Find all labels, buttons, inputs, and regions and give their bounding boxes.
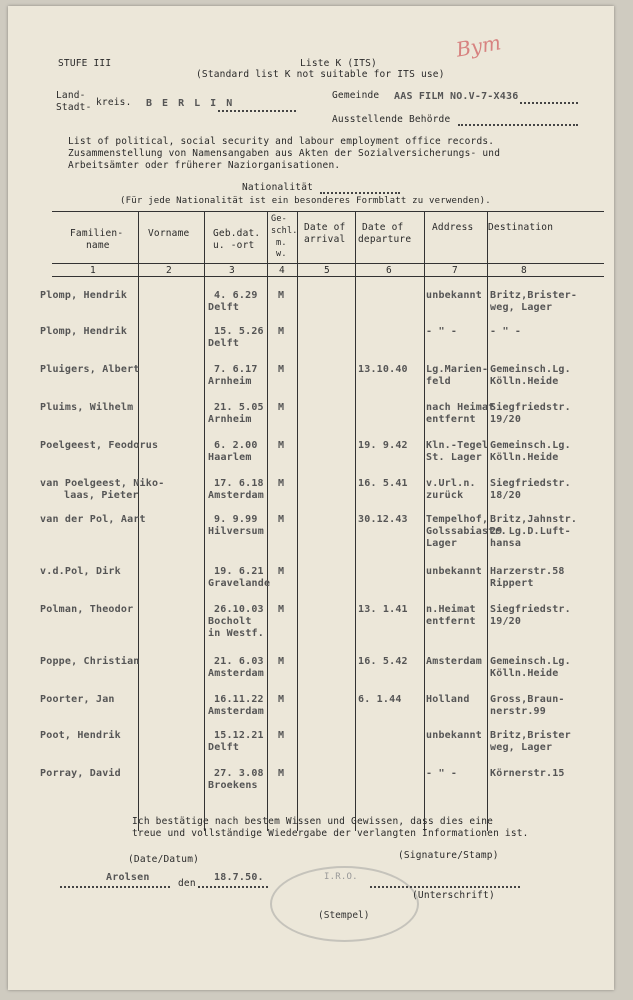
nationality-dots <box>320 192 400 194</box>
row-birth-date: 16.11.22 <box>214 694 264 705</box>
table-header-border <box>52 263 604 264</box>
row-destination: Körnerstr.15 <box>490 768 565 779</box>
col-header-6b: departure <box>358 234 412 245</box>
row-family-name-cont: laas, Pieter <box>64 490 139 501</box>
col-header-4c: m. <box>276 238 287 248</box>
row-address-cont: Golssabiastr. <box>426 526 507 537</box>
signature-label: (Signature/Stamp) <box>398 850 499 861</box>
row-sex: M <box>278 364 285 375</box>
row-family-name: Plomp, Hendrik <box>40 290 128 301</box>
col-divider-4 <box>297 211 298 831</box>
stadt-label: Stadt- <box>56 102 92 113</box>
stamp-text: I.R.O. <box>324 872 358 882</box>
row-address: Amsterdam <box>426 656 482 667</box>
nationality-label: Nationalität <box>242 182 314 193</box>
row-destination: Gemeinsch.Lg. <box>490 364 571 375</box>
row-departure: 13. 1.41 <box>358 604 408 615</box>
row-destination-cont: nerstr.99 <box>490 706 546 717</box>
row-family-name: Pluigers, Albert <box>40 364 140 375</box>
row-family-name: van der Pol, Aart <box>40 514 146 525</box>
row-birth-date: 15. 5.26 <box>214 326 264 337</box>
row-destination: Gross,Braun- <box>490 694 565 705</box>
kreis-value: B E R L I N <box>146 98 235 109</box>
place-dots <box>60 886 170 888</box>
row-destination-cont: Rippert <box>490 578 534 589</box>
row-address-cont: St. Lager <box>426 452 482 463</box>
row-sex: M <box>278 326 285 337</box>
col-header-5b: arrival <box>304 234 346 245</box>
row-destination: - " - <box>490 326 522 337</box>
row-family-name: Poot, Hendrik <box>40 730 121 741</box>
row-birth-place: Amsterdam <box>208 706 264 717</box>
row-sex: M <box>278 604 285 615</box>
row-address-cont: entfernt <box>426 616 476 627</box>
row-destination-cont: weg, Lager <box>490 302 553 313</box>
col-num-3: 3 <box>229 265 235 276</box>
behoerde-dots <box>458 124 578 126</box>
table-number-border <box>52 276 604 277</box>
row-birth-date: 6. 2.00 <box>214 440 258 451</box>
date-dots <box>198 886 268 888</box>
col-num-5: 5 <box>324 265 330 276</box>
land-label: Land- <box>56 90 86 101</box>
row-family-name: van Poelgeest, Niko- <box>40 478 165 489</box>
date-value: 18.7.50. <box>214 872 264 883</box>
row-family-name: Porray, David <box>40 768 121 779</box>
row-address: Holland <box>426 694 470 705</box>
row-address: - " - <box>426 768 458 779</box>
confirm-line-2: treue und vollständige Wiedergabe der verlangten Informationen ist. <box>132 828 529 839</box>
row-family-name: Plomp, Hendrik <box>40 326 128 337</box>
gemeinde-label: Gemeinde <box>332 90 380 101</box>
col-header-1: Familien- <box>70 228 124 239</box>
unterschrift-label: (Unterschrift) <box>412 890 495 901</box>
row-family-name: Poorter, Jan <box>40 694 115 705</box>
row-address: nach Heimat <box>426 402 495 413</box>
row-birth-date: 19. 6.21 <box>214 566 264 577</box>
row-sex: M <box>278 402 285 413</box>
intro-line-3: Arbeitsämter oder früherer Naziorganisationen. <box>68 160 341 171</box>
row-departure: 16. 5.42 <box>358 656 408 667</box>
row-sex: M <box>278 440 285 451</box>
table-top-border <box>52 211 604 212</box>
kreis-dots <box>218 110 296 112</box>
col-header-1b: name <box>86 240 110 251</box>
row-family-name: v.d.Pol, Dirk <box>40 566 121 577</box>
row-family-name: Polman, Theodor <box>40 604 134 615</box>
col-num-7: 7 <box>452 265 458 276</box>
col-num-8: 8 <box>521 265 527 276</box>
row-birth-date: 7. 6.17 <box>214 364 258 375</box>
row-destination-cont: Kölln.Heide <box>490 376 559 387</box>
row-birth-date: 21. 6.03 <box>214 656 264 667</box>
col-header-2: Vorname <box>148 228 190 239</box>
row-birth-date: 21. 5.05 <box>214 402 264 413</box>
row-birth-place: Delft <box>208 302 240 313</box>
row-sex: M <box>278 514 285 525</box>
col-header-5: Date of <box>304 222 346 233</box>
row-destination-cont: Kölln.Heide <box>490 668 559 679</box>
row-birth-place-cont: in Westf. <box>208 628 264 639</box>
row-birth-place: Bocholt <box>208 616 252 627</box>
row-destination: Britz,Brister <box>490 730 571 741</box>
row-address-cont: zurück <box>426 490 464 501</box>
row-destination: Gemeinsch.Lg. <box>490 440 571 451</box>
row-birth-place: Arnheim <box>208 376 252 387</box>
liste-title: Liste K (ITS) <box>300 58 377 69</box>
row-address-cont2: Lager <box>426 538 458 549</box>
liste-subtitle: (Standard list K not suitable for ITS use) <box>196 69 445 80</box>
col-header-4: Ge- <box>271 214 287 224</box>
row-departure: 19. 9.42 <box>358 440 408 451</box>
col-num-4: 4 <box>279 265 285 276</box>
kreis-label: kreis. <box>96 97 132 108</box>
col-header-3: Geb.dat. <box>213 228 261 239</box>
row-address: v.Url.n. <box>426 478 476 489</box>
col-num-2: 2 <box>166 265 172 276</box>
col-num-1: 1 <box>90 265 96 276</box>
row-destination-cont: weg, Lager <box>490 742 553 753</box>
row-birth-place: Arnheim <box>208 414 252 425</box>
row-address: Tempelhof, <box>426 514 489 525</box>
col-header-6: Date of <box>362 222 404 233</box>
row-sex: M <box>278 730 285 741</box>
row-destination: Gemeinsch.Lg. <box>490 656 571 667</box>
row-address-cont: entfernt <box>426 414 476 425</box>
row-destination-cont2: hansa <box>490 538 522 549</box>
row-destination: Siegfriedstr. <box>490 478 571 489</box>
row-birth-place: Hilversum <box>208 526 264 537</box>
row-birth-date: 9. 9.99 <box>214 514 258 525</box>
row-sex: M <box>278 290 285 301</box>
row-departure: 16. 5.41 <box>358 478 408 489</box>
row-birth-date: 27. 3.08 <box>214 768 264 779</box>
row-address: Lg.Marien- <box>426 364 489 375</box>
row-birth-date: 26.10.03 <box>214 604 264 615</box>
col-divider-2 <box>204 211 205 831</box>
den-label: den <box>178 878 196 889</box>
row-address-cont: feld <box>426 376 451 387</box>
row-destination-cont: 18/20 <box>490 490 522 501</box>
col-header-8: Destination <box>488 222 554 233</box>
stempel-label: (Stempel) <box>318 910 370 921</box>
handwritten-annotation: Bym <box>454 30 503 62</box>
place-value: Arolsen <box>106 872 150 883</box>
behoerde-label: Ausstellende Behörde <box>332 114 451 125</box>
col-num-6: 6 <box>386 265 392 276</box>
row-birth-place: Haarlem <box>208 452 252 463</box>
gemeinde-value: AAS FILM NO.V-7-X436 <box>394 91 519 102</box>
col-header-4b: schl. <box>271 226 298 236</box>
date-label: (Date/Datum) <box>128 854 200 865</box>
row-family-name: Pluims, Wilhelm <box>40 402 134 413</box>
col-header-4d: w. <box>276 249 287 259</box>
row-address: n.Heimat <box>426 604 476 615</box>
row-birth-place: Amsterdam <box>208 668 264 679</box>
row-sex: M <box>278 768 285 779</box>
row-birth-date: 15.12.21 <box>214 730 264 741</box>
col-divider-6 <box>424 211 425 831</box>
intro-line-1: List of political, social security and labour employment office records. <box>68 136 495 147</box>
col-header-3b: u. -ort <box>213 240 255 251</box>
row-destination: Britz,Jahnstr. <box>490 514 578 525</box>
intro-line-2: Zusammenstellung von Namensangaben aus Akten der Sozialversicherungs- und <box>68 148 501 159</box>
col-header-7: Address <box>432 222 474 233</box>
row-destination-cont: Kölln.Heide <box>490 452 559 463</box>
stufe-label: STUFE III <box>58 58 112 69</box>
gemeinde-dots <box>520 102 578 104</box>
row-destination-cont: 19/20 <box>490 616 522 627</box>
row-departure: 13.10.40 <box>358 364 408 375</box>
row-sex: M <box>278 694 285 705</box>
row-birth-date: 17. 6.18 <box>214 478 264 489</box>
row-sex: M <box>278 566 285 577</box>
row-address: unbekannt <box>426 290 482 301</box>
row-sex: M <box>278 656 285 667</box>
row-family-name: Poelgeest, Feodorus <box>40 440 159 451</box>
row-birth-place: Delft <box>208 742 240 753</box>
row-destination: Harzerstr.58 <box>490 566 565 577</box>
row-birth-date: 4. 6.29 <box>214 290 258 301</box>
row-address: unbekannt <box>426 566 482 577</box>
row-destination: Britz,Brister- <box>490 290 578 301</box>
row-destination-cont: 29 Lg.D.Luft- <box>490 526 571 537</box>
row-birth-place: Broekens <box>208 780 258 791</box>
row-address: unbekannt <box>426 730 482 741</box>
row-family-name: Poppe, Christian <box>40 656 140 667</box>
nationality-note: (Für jede Nationalität ist ein besonderes Formblatt zu verwenden). <box>120 196 491 206</box>
row-departure: 6. 1.44 <box>358 694 402 705</box>
row-destination-cont: 19/20 <box>490 414 522 425</box>
row-address: Kln.-Tegel <box>426 440 489 451</box>
row-birth-place: Gravelande <box>208 578 271 589</box>
document-page <box>8 6 614 990</box>
row-departure: 30.12.43 <box>358 514 408 525</box>
row-address: - " - <box>426 326 458 337</box>
confirm-line-1: Ich bestätige nach bestem Wissen und Gewissen, dass dies eine <box>132 816 494 827</box>
row-birth-place: Amsterdam <box>208 490 264 501</box>
row-destination: Siegfriedstr. <box>490 402 571 413</box>
col-divider-5 <box>355 211 356 831</box>
row-sex: M <box>278 478 285 489</box>
row-birth-place: Delft <box>208 338 240 349</box>
signature-dots <box>370 886 520 888</box>
col-divider-3 <box>267 211 268 831</box>
row-destination: Siegfriedstr. <box>490 604 571 615</box>
